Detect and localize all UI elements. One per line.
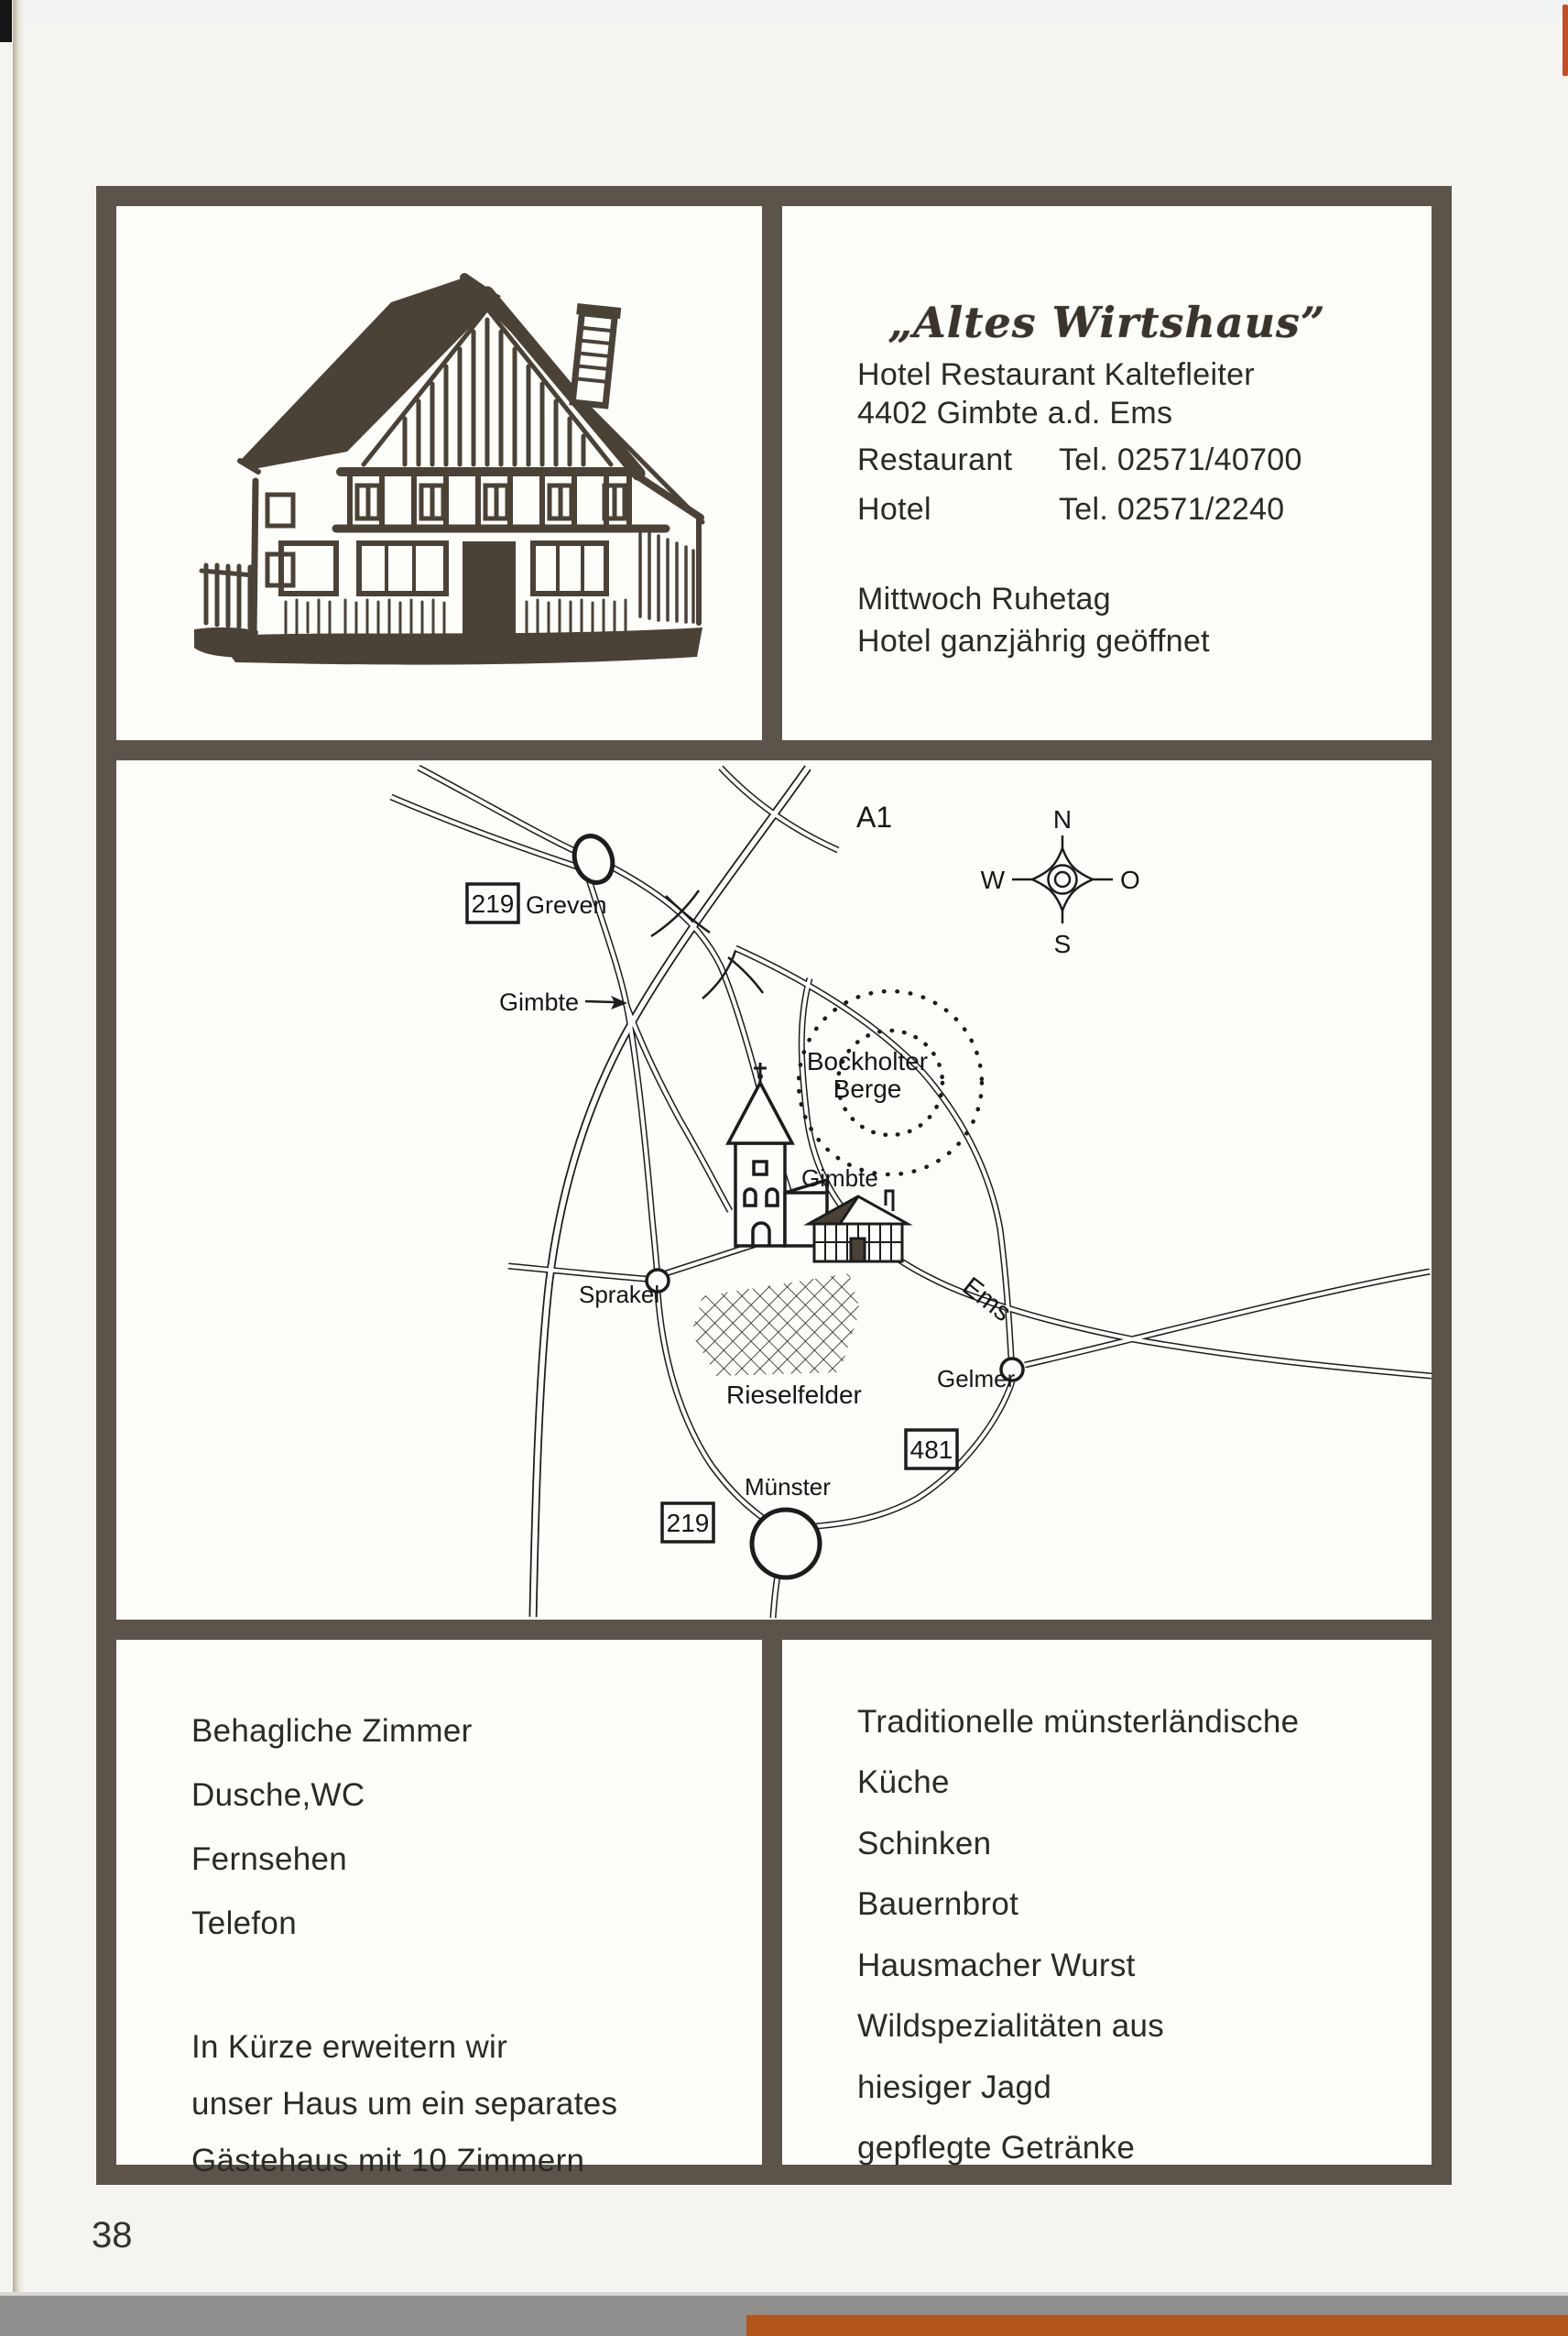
business-name-line: Hotel Restaurant Kaltefleiter [857,357,1255,392]
gimbte-arrow [585,996,627,1010]
map-label-a1: A1 [856,801,893,834]
muenster-node [752,1510,820,1577]
scan-top-edge [0,0,1568,22]
chimney [567,303,621,406]
cuisine-panel [782,1640,1432,2165]
business-title: „Altes Wirtshaus” [887,298,1326,347]
route-badge-219-south: 219 [666,1509,710,1537]
area-map [116,760,1432,1620]
cuisine-line: Küche [857,1764,950,1800]
map-panel [116,760,1432,1620]
house-illustration [116,206,762,740]
map-label-bockholter: Bockholter [806,1047,929,1075]
cuisine-line: Wildspezialitäten aus [857,2008,1165,2044]
compass-south-label: S [1053,930,1072,958]
map-label-gelmer: Gelmer [937,1365,1016,1392]
cuisine-line: hiesiger Jagd [857,2069,1052,2105]
contact-label: Hotel [857,492,931,527]
compass-rose-icon [981,805,1140,958]
book-binding-edge [13,0,24,2292]
map-label-greven: Greven [526,891,607,919]
house-illustration-panel [116,206,762,740]
contact-phone: Tel. 02571/2240 [1059,492,1285,527]
cuisine-line: Hausmacher Wurst [857,1948,1136,1983]
map-label-muenster: Münster [745,1473,831,1501]
compass-west-label: W [980,866,1005,894]
info-panel [782,206,1432,740]
greven-roundabout [568,831,618,889]
fence [201,565,254,628]
scan-corner-notch [0,0,12,42]
opening-note: Hotel ganzjährig geöffnet [857,624,1210,659]
rieselfelder-hatch-area [691,1273,860,1376]
expansion-notice-line: Gästehaus mit 10 Zimmern [191,2143,585,2178]
contact-phone: Tel. 02571/40700 [1059,442,1302,477]
business-address-line: 4402 Gimbte a.d. Ems [857,396,1173,431]
top-right-orange-edge [1563,5,1568,76]
cuisine-line: gepflegte Getränke [857,2130,1136,2166]
cuisine-line: Traditionelle münsterländische [857,1704,1300,1740]
opening-note: Mittwoch Ruhetag [857,582,1111,617]
amenity-item: Telefon [191,1905,297,1941]
route-badge-219: 219 [471,890,515,918]
cuisine-line: Bauernbrot [857,1886,1019,1922]
compass-north-label: N [1052,805,1073,834]
compass-east-label: O [1120,866,1140,894]
advert-frame [96,186,1452,2185]
expansion-notice-line: In Kürze erweitern wir [191,2029,508,2065]
map-label-rieselfelder: Rieselfelder [726,1381,862,1409]
expansion-notice-line: unser Haus um ein separates [191,2086,618,2122]
contact-label: Restaurant [857,442,1013,477]
map-label-gimbte-junction: Gimbte [499,988,580,1016]
next-page-orange-edge [746,2315,1568,2336]
map-label-gimbte-village: Gimbte [801,1164,878,1192]
cuisine-line: Schinken [857,1826,992,1861]
amenity-item: Fernsehen [191,1841,348,1877]
map-label-ems: Ems [956,1272,1018,1328]
amenity-item: Behagliche Zimmer [191,1713,473,1749]
map-label-sprakel: Sprakel [579,1281,660,1308]
rooms-panel [116,1640,762,2178]
map-label-berge: Berge [833,1075,902,1103]
route-badge-481: 481 [909,1435,953,1464]
amenity-item: Dusche,WC [191,1777,365,1813]
page-number: 38 [92,2215,133,2255]
